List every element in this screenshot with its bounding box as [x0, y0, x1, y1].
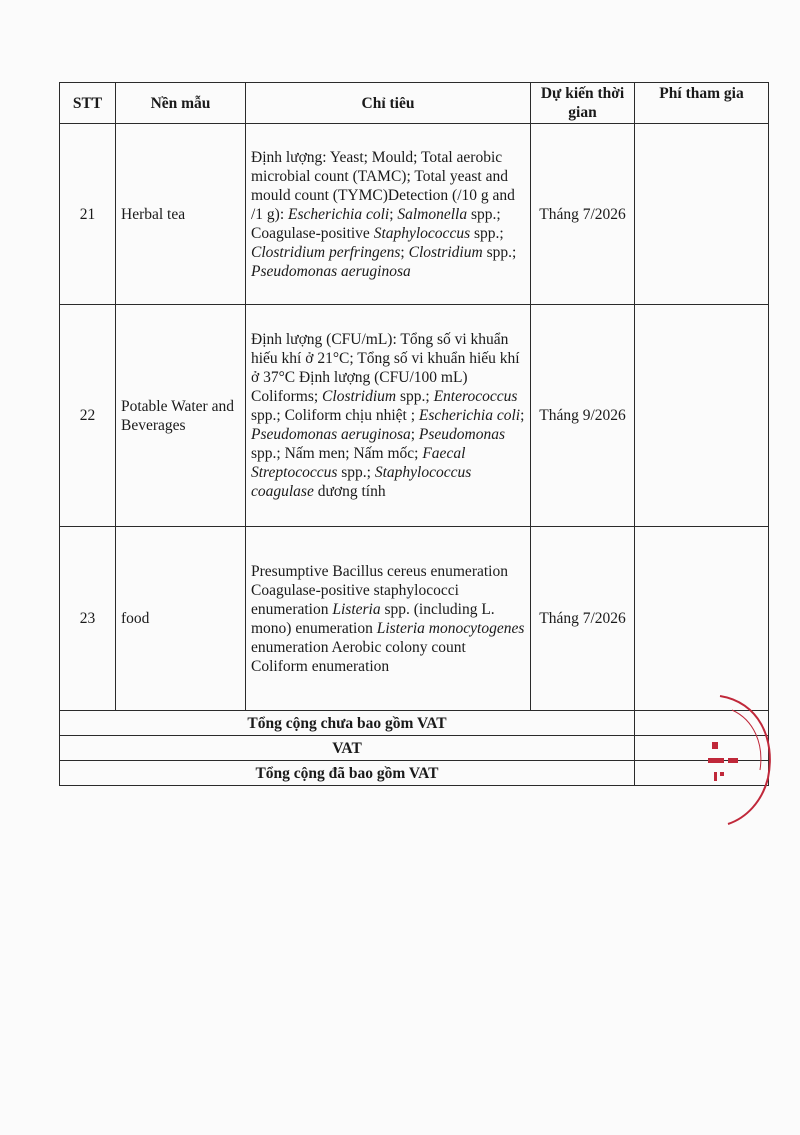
subtotal-label: Tổng cộng chưa bao gồm VAT: [60, 711, 635, 736]
row-sample: Herbal tea: [116, 124, 246, 305]
header-stt: STT: [60, 83, 116, 124]
header-sample: Nền mẫu: [116, 83, 246, 124]
header-criteria: Chỉ tiêu: [246, 83, 531, 124]
total-value: [635, 761, 769, 786]
proficiency-testing-table: [59, 82, 769, 786]
organism-name: Staphylococcus coagulase: [251, 464, 472, 500]
organism-name: Pseudomonas aeruginosa: [251, 262, 411, 280]
table-row: [60, 305, 769, 527]
vat-label: VAT: [60, 736, 635, 761]
header-fee: Phí tham gia: [635, 83, 769, 124]
organism-name: Clostridium: [408, 243, 483, 261]
subtotal-row: [60, 711, 769, 736]
organism-name: Faecal Streptococcus: [251, 445, 466, 481]
row-stt: 23: [60, 527, 116, 711]
row-fee: [635, 305, 769, 527]
row-stt: 21: [60, 124, 116, 305]
vat-value: [635, 736, 769, 761]
table-row: [60, 124, 769, 305]
subtotal-value: [635, 711, 769, 736]
organism-name: Salmonella: [397, 205, 468, 223]
total-label: Tổng cộng đã bao gồm VAT: [60, 761, 635, 786]
row-fee: [635, 124, 769, 305]
row-criteria: Presumptive Bacillus cereus enumeration Coagulase-positive staphylococci enumeration Listeria spp. (including L. mono) enumeration Listeria monocytogenes enumeration Aerobic colony count Coliform enumeration: [246, 527, 531, 711]
organism-name: Listeria monocytogenes: [376, 619, 525, 637]
organism-name: Escherichia coli: [288, 205, 390, 223]
organism-name: Clostridium perfringens: [251, 243, 401, 261]
row-time: Tháng 9/2026: [531, 305, 635, 527]
organism-name: Enterococcus: [433, 388, 518, 405]
row-time: Tháng 7/2026: [531, 527, 635, 711]
organism-name: Clostridium: [322, 388, 397, 405]
organism-name: Pseudomonas: [418, 426, 506, 443]
row-sample: food: [116, 527, 246, 711]
organism-name: Staphylococcus: [373, 224, 471, 242]
header-time: Dự kiến thời gian: [531, 83, 635, 124]
organism-name: Listeria: [332, 600, 381, 618]
row-criteria: Định lượng: Yeast; Mould; Total aerobic microbial count (TAMC); Total yeast and mould count (TYMC)Detection (/10 g and /1 g): Escherichia coli; Salmonella spp.; Coagulase-positive Staphylococcus spp.; Clostridium perfringens; Clostridium spp.; Pseudomonas aeruginosa: [246, 124, 531, 305]
table-header-row: [60, 83, 769, 124]
organism-name: Escherichia coli: [418, 407, 521, 424]
row-time: Tháng 7/2026: [531, 124, 635, 305]
vat-row: [60, 736, 769, 761]
row-criteria: Định lượng (CFU/mL): Tổng số vi khuẩn hiếu khí ở 21°C; Tổng số vi khuẩn hiếu khí ở 37°C Định lượng (CFU/100 mL) Coliforms; Clostridium spp.; Enterococcus spp.; Coliform chịu nhiệt ; Escherichia coli; Pseudomonas aeruginosa; Pseudomonas spp.; Nấm men; Nấm mốc; Faecal Streptococcus spp.; Staphylococcus coagulase dương tính: [246, 305, 531, 527]
row-sample: Potable Water and Beverages: [116, 305, 246, 527]
row-stt: 22: [60, 305, 116, 527]
row-fee: [635, 527, 769, 711]
total-row: [60, 761, 769, 786]
organism-name: Pseudomonas aeruginosa: [251, 426, 411, 443]
table-row: [60, 527, 769, 711]
